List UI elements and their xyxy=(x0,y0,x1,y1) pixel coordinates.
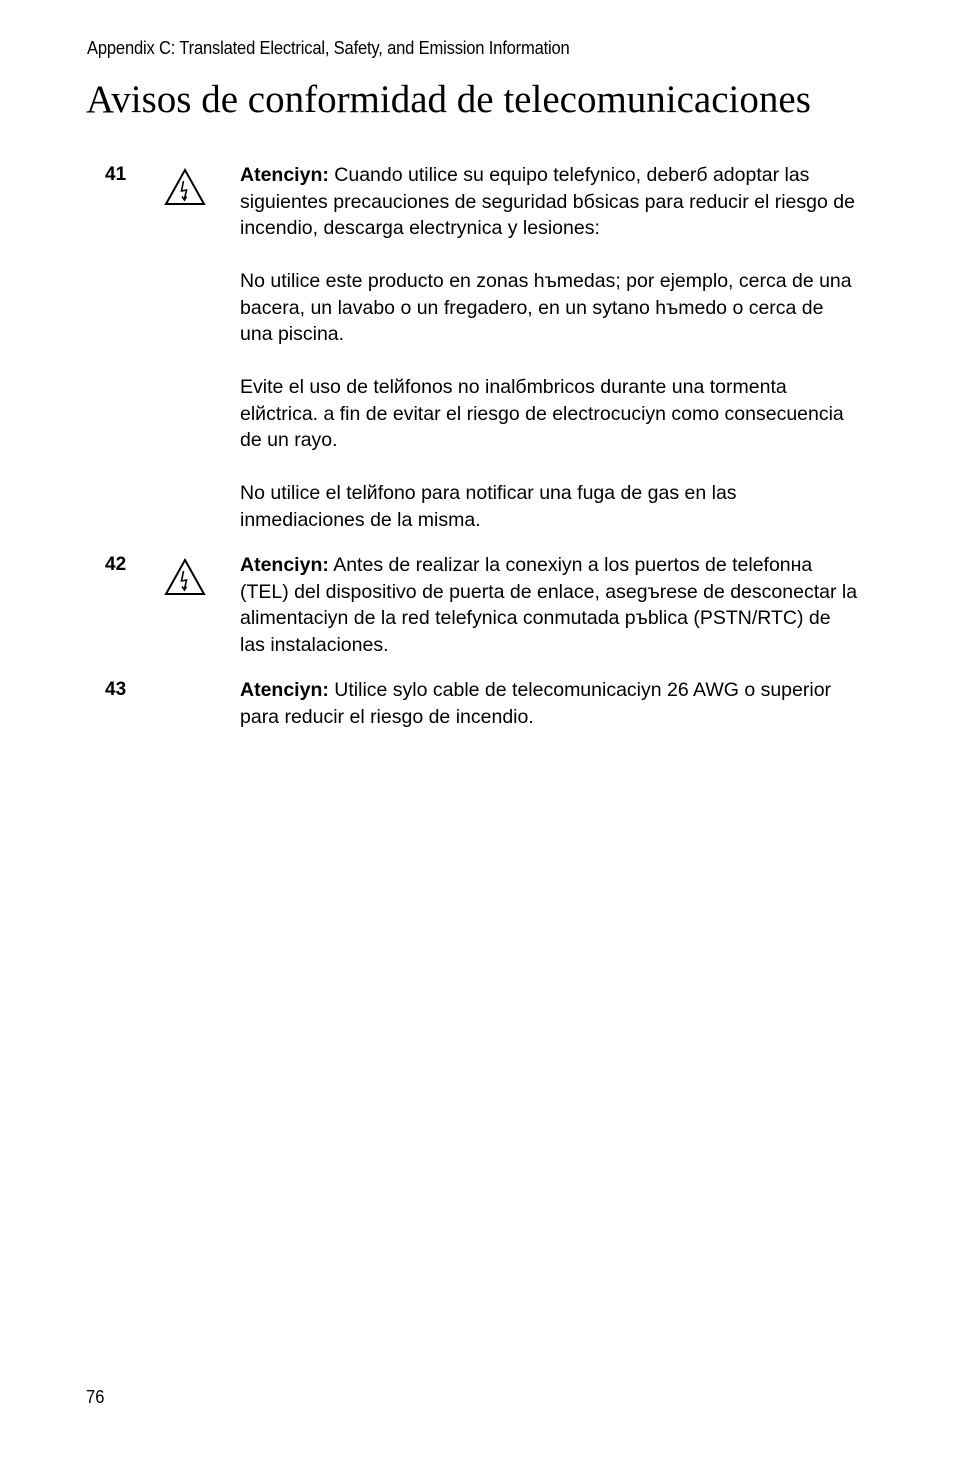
warning-body xyxy=(240,677,860,730)
electrical-hazard-icon xyxy=(164,558,206,596)
warning-text: No utilice el telйfono para notificar una fuga de gas en las inmediaciones de la misma. xyxy=(240,482,737,531)
running-header: Appendix C: Translated Electrical, Safety, and Emission Information xyxy=(87,38,570,58)
warning-number: 42 xyxy=(105,554,127,575)
warning-lead: Atenciyn: xyxy=(240,554,329,576)
warning-lead: Atenciyn: xyxy=(240,164,329,186)
warning-text: Utilice sylo cable de telecomunicaciyn 26 AWG o superior para reducir el riesgo de incendio. xyxy=(240,679,832,728)
warning-text: No utilice este producto en zonas hъmedas; por ejemplo, cerca de una bacera, un lavabo o un fregadero, en un sytano hъmedo o cerca de una piscina. xyxy=(240,270,852,345)
warning-lead: Atenciyn: xyxy=(240,679,329,701)
electrical-hazard-icon xyxy=(164,168,206,206)
warning-text: Evite el uso de telйfonos no inalбmbricos durante una tormenta elйctrica. a fin de evitar el riesgo de electrocuciyn como consecuencia de un rayo. xyxy=(240,376,844,451)
warning-body xyxy=(240,162,860,533)
warning-number: 43 xyxy=(105,679,127,700)
page-number: 76 xyxy=(86,1387,105,1407)
warning-number: 41 xyxy=(105,164,127,185)
warning-body xyxy=(240,552,860,658)
warning-text: Cuando utilice su equipo telefynico, deberб adoptar las siguientes precauciones de seguridad bбsicas para reducir el riesgo de incendio, descarga electrynica y lesiones: xyxy=(240,164,855,239)
page-title: Avisos de conformidad de telecomunicaciones xyxy=(86,78,811,121)
warning-text: Antes de realizar la conexiyn a los puertos de telefonнa (TEL) del dispositivo de puerta de enlace, asegъrese de desconectar la alimentaciyn de la red telefynica conmutada pъblica (PSTN/RTC) de las instalaciones. xyxy=(240,554,858,656)
